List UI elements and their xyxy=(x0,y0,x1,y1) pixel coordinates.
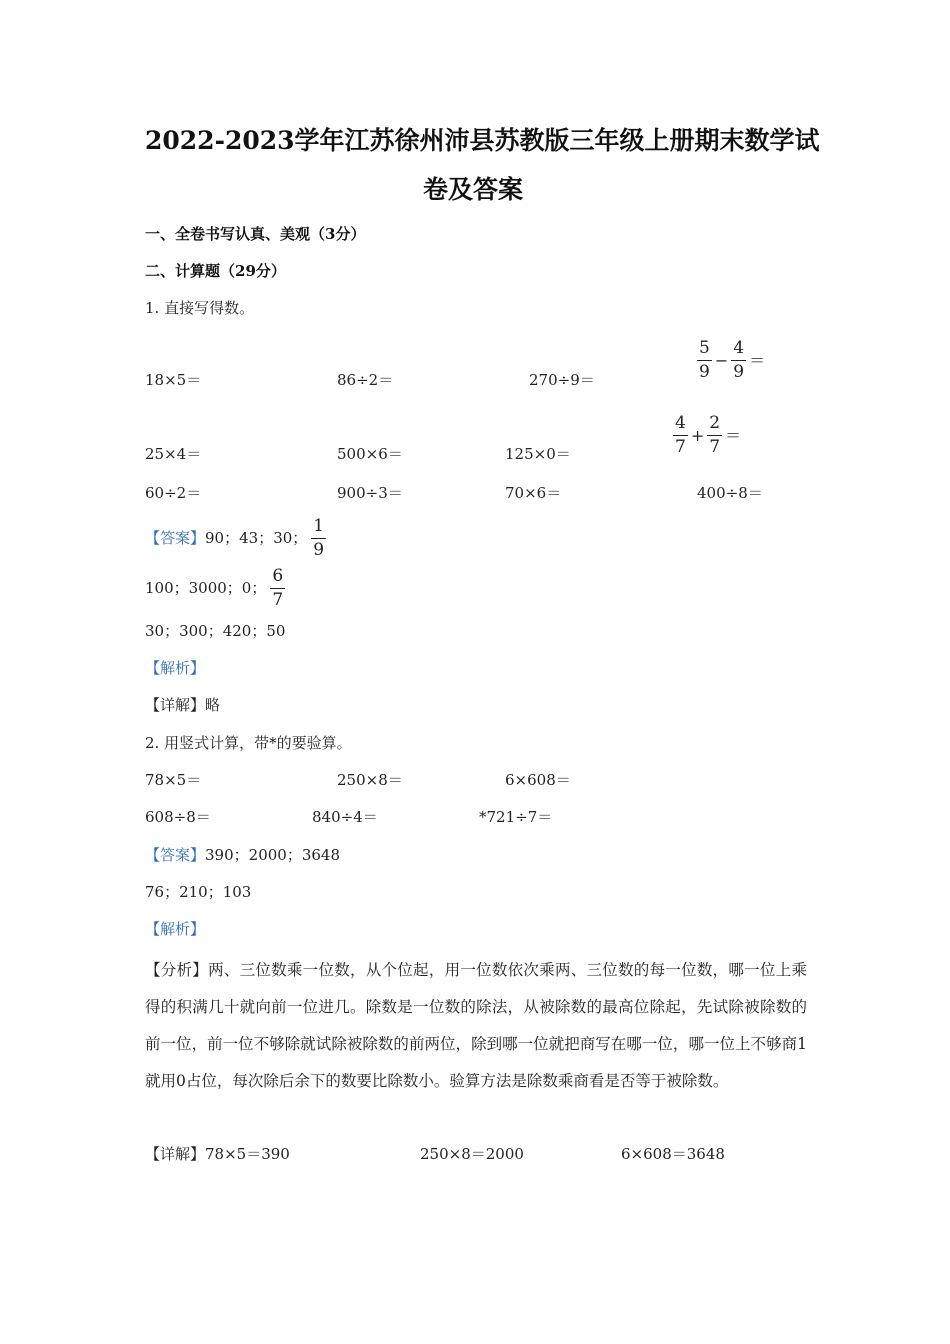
fraction: $\frac{4}{9}$ xyxy=(733,338,745,382)
q2-expr: 78×5＝ xyxy=(145,771,202,789)
q2-expr: 608÷8＝ xyxy=(145,808,211,826)
q2-analysis-tag: 【解析】 xyxy=(145,920,206,938)
fraction: $\frac{2}{7}$ xyxy=(709,413,721,457)
q1-detail: 【详解】略 xyxy=(145,696,221,714)
q1-expr: 500×6＝ xyxy=(337,445,403,463)
q2-answer-line2: 76；210；103 xyxy=(145,883,252,901)
q2-detail-item: 250×8＝2000 xyxy=(420,1145,524,1163)
q2-expr: 6×608＝ xyxy=(505,771,571,789)
q1-fraction-addition: $\frac{4}{7}$ + $\frac{2}{7}$ ＝ xyxy=(675,413,742,457)
fraction: $\frac{5}{9}$ xyxy=(699,338,710,382)
q2-detail-item: 6×608＝3648 xyxy=(621,1145,725,1163)
answer-tag: 【答案】 xyxy=(145,529,206,547)
q1-expr: 25×4＝ xyxy=(145,445,202,463)
q1-expr: 70×6＝ xyxy=(505,484,562,502)
q1-answer-line2: 100；3000；0； $\frac{6}{7}$ xyxy=(145,566,284,610)
fraction: $\frac{6}{7}$ xyxy=(272,566,284,610)
q1-expr: 270÷9＝ xyxy=(529,371,595,389)
q1-expr: 125×0＝ xyxy=(505,445,571,463)
document-title-line2: 卷及答案 xyxy=(423,175,524,204)
q1-analysis-tag: 【解析】 xyxy=(145,659,206,677)
q2-detail: 【详解】78×5＝390 xyxy=(145,1145,290,1163)
fraction: $\frac{4}{7}$ xyxy=(675,413,686,457)
section-1-heading: 一、全卷书写认真、美观（3分） xyxy=(145,225,366,243)
section-2-heading: 二、计算题（29分） xyxy=(145,262,286,280)
q1-answer-line1: 【答案】 90；43；30； $\frac{1}{9}$ xyxy=(145,516,325,560)
q2-prompt: 2. 用竖式计算，带*的要验算。 xyxy=(145,734,352,752)
document-title-line1: 2022-2023学年江苏徐州沛县苏教版三年级上册期末数学试 xyxy=(145,126,820,155)
q2-expr: 840÷4＝ xyxy=(312,808,378,826)
q1-expr: 18×5＝ xyxy=(145,371,202,389)
q2-expr: 250×8＝ xyxy=(337,771,403,789)
q1-expr: 400÷8＝ xyxy=(697,484,763,502)
q1-prompt: 1. 直接写得数。 xyxy=(145,299,255,317)
fraction: $\frac{1}{9}$ xyxy=(313,516,325,560)
answer-tag: 【答案】 xyxy=(145,846,206,864)
q1-expr: 900÷3＝ xyxy=(337,484,403,502)
q2-answer-line1: 【答案】390；2000；3648 xyxy=(145,846,340,864)
q2-analysis-paragraph: 【分析】两、三位数乘一位数，从个位起，用一位数依次乘两、三位数的每一位数，哪一位上乘得的积满几十就向前一位进几。除数是一位数的除法，从被除数的最高位除起，先试除被除数的前一位，前一位不够除就试除被除数的前两位，除到哪一位就把商写在哪一位，哪一位上不够商1就用0占位，每次除后余下的数要比除数小。验算方法是除数乘商看是否等于被除数。 xyxy=(145,961,807,1090)
q2-expr: *721÷7＝ xyxy=(479,808,553,826)
q1-answer-line3: 30；300；420；50 xyxy=(145,622,286,640)
q1-expr: 60÷2＝ xyxy=(145,484,202,502)
q1-fraction-subtraction: $\frac{5}{9}$ − $\frac{4}{9}$ ＝ xyxy=(699,338,766,382)
q1-expr: 86÷2＝ xyxy=(337,371,394,389)
